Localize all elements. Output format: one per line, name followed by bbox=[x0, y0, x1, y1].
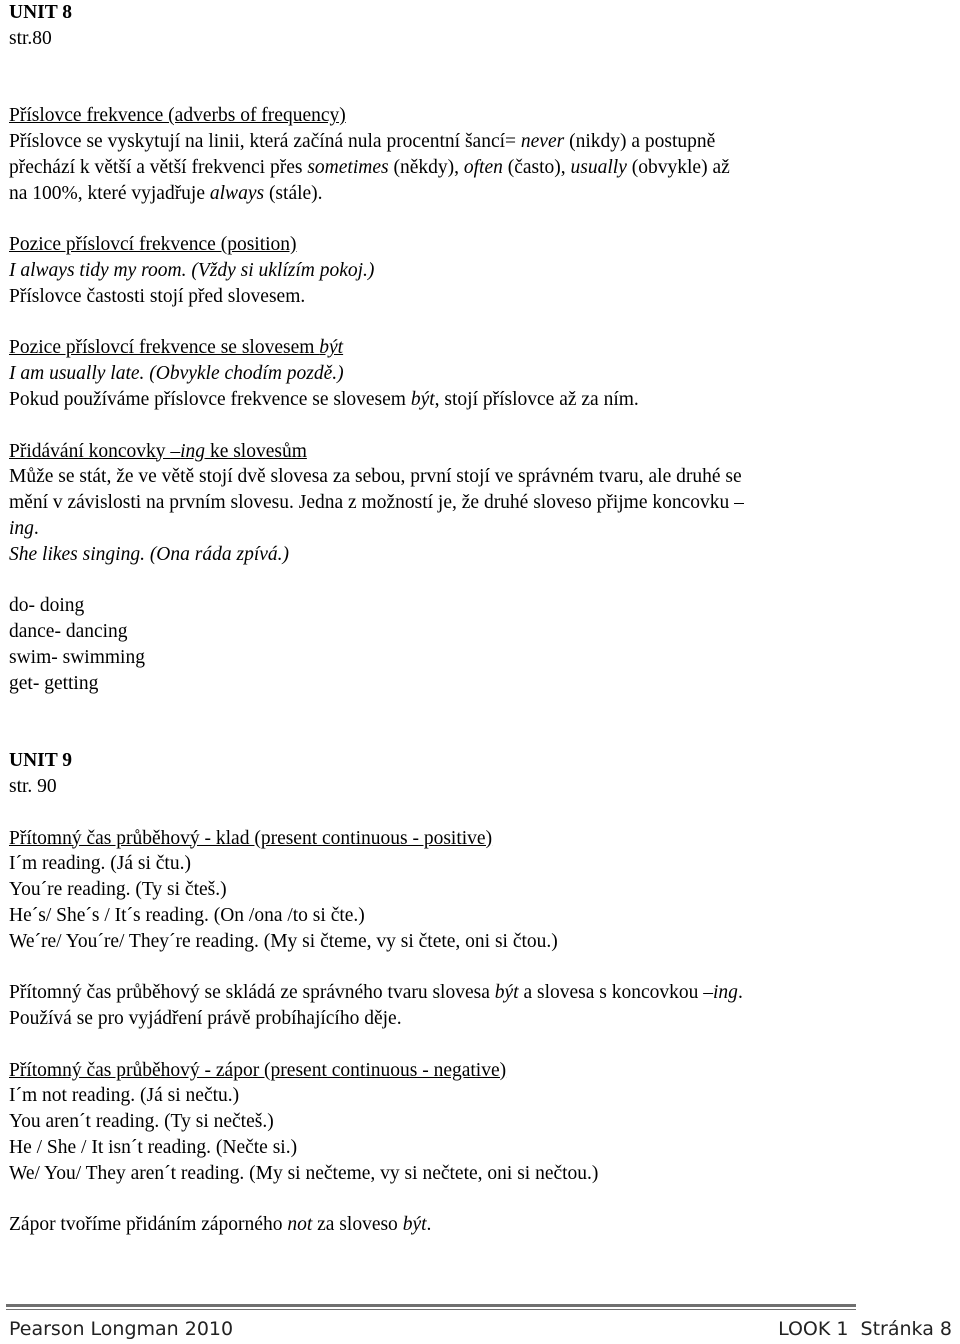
frequency-title: Příslovce frekvence (adverbs of frequency) bbox=[9, 105, 346, 127]
negative-explanation: Zápor tvoříme přidáním záporného not za sloveso být. bbox=[9, 1214, 432, 1236]
negative-example: He / She / It isn´t reading. (Nečte si.) bbox=[9, 1137, 298, 1159]
frequency-text-line-3: na 100%, které vyjadřuje always (stále). bbox=[9, 182, 323, 204]
unit8-heading: UNIT 8 bbox=[9, 2, 73, 23]
position-example: I always tidy my room. (Vždy si uklízím pokoj.) bbox=[9, 259, 375, 281]
positive-example: I´m reading. (Já si čtu.) bbox=[9, 853, 191, 875]
ing-pair: swim- swimming bbox=[9, 646, 145, 668]
frequency-text-line-2: přechází k větší a větší frekvenci přes sometimes (někdy), often (často), usually (obvykle) až bbox=[9, 156, 730, 178]
negative-example: You aren´t reading. (Ty si nečteš.) bbox=[9, 1111, 274, 1133]
positive-example: You´re reading. (Ty si čteš.) bbox=[9, 879, 227, 901]
ing-text-line-3: ing. bbox=[9, 517, 39, 539]
footer-page-label: LOOK 1 Stránka 8 bbox=[778, 1318, 952, 1340]
position-byt-example: I am usually late. (Obvykle chodím pozdě.) bbox=[9, 363, 344, 385]
positive-example: We´re/ You´re/ They´re reading. (My si čteme, vy si čtete, oni si čtou.) bbox=[9, 930, 558, 952]
ing-title: Přidávání koncovky –ing ke slovesům bbox=[9, 440, 307, 462]
positive-explanation-line-2: Používá se pro vyjádření právě probíhajícího děje. bbox=[9, 1008, 402, 1030]
positive-example: He´s/ She´s / It´s reading. (On /ona /to si čte.) bbox=[9, 904, 365, 926]
positive-explanation-line-1: Přítomný čas průběhový se skládá ze správného tvaru slovesa být a slovesa s koncovkou –ing. bbox=[9, 982, 743, 1004]
position-byt-title: Pozice příslovcí frekvence se slovesem být bbox=[9, 337, 344, 359]
unit8-page-ref: str.80 bbox=[9, 27, 52, 49]
page-footer bbox=[9, 1315, 952, 1343]
frequency-text-line-1: Příslovce se vyskytují na linii, která začíná nula procentní šancí= never (nikdy) a postupně bbox=[9, 130, 716, 152]
negative-example: I´m not reading. (Já si nečtu.) bbox=[9, 1085, 240, 1107]
negative-title: Přítomný čas průběhový - zápor (present continuous - negative) bbox=[9, 1059, 507, 1081]
negative-example: We/ You/ They aren´t reading. (My si nečteme, vy si nečtete, oni si nečtou.) bbox=[9, 1162, 599, 1184]
ing-text-line-1: Může se stát, že ve větě stojí dvě slovesa za sebou, první stojí ve správném tvaru, ale druhé se bbox=[9, 466, 742, 488]
document-page bbox=[9, 0, 949, 1238]
position-note: Příslovce častosti stojí před slovesem. bbox=[9, 285, 306, 307]
ing-pair: get- getting bbox=[9, 672, 99, 694]
positive-title: Přítomný čas průběhový - klad (present continuous - positive) bbox=[9, 827, 493, 849]
footer-divider bbox=[6, 1304, 856, 1307]
unit9-heading: UNIT 9 bbox=[9, 750, 73, 772]
footer-divider-thin bbox=[6, 1309, 856, 1310]
position-title: Pozice příslovcí frekvence (position) bbox=[9, 234, 297, 256]
ing-pair: dance- dancing bbox=[9, 621, 128, 643]
position-byt-note: Pokud používáme příslovce frekvence se slovesem být, stojí příslovce až za ním. bbox=[9, 388, 639, 410]
unit9-page-ref: str. 90 bbox=[9, 775, 57, 797]
footer-publisher: Pearson Longman 2010 bbox=[9, 1318, 234, 1340]
ing-pair: do- doing bbox=[9, 595, 85, 617]
ing-example: She likes singing. (Ona ráda zpívá.) bbox=[9, 543, 290, 565]
ing-text-line-2: mění v závislosti na prvním slovesu. Jedna z možností je, že druhé sloveso přijme koncovku – bbox=[9, 492, 744, 514]
